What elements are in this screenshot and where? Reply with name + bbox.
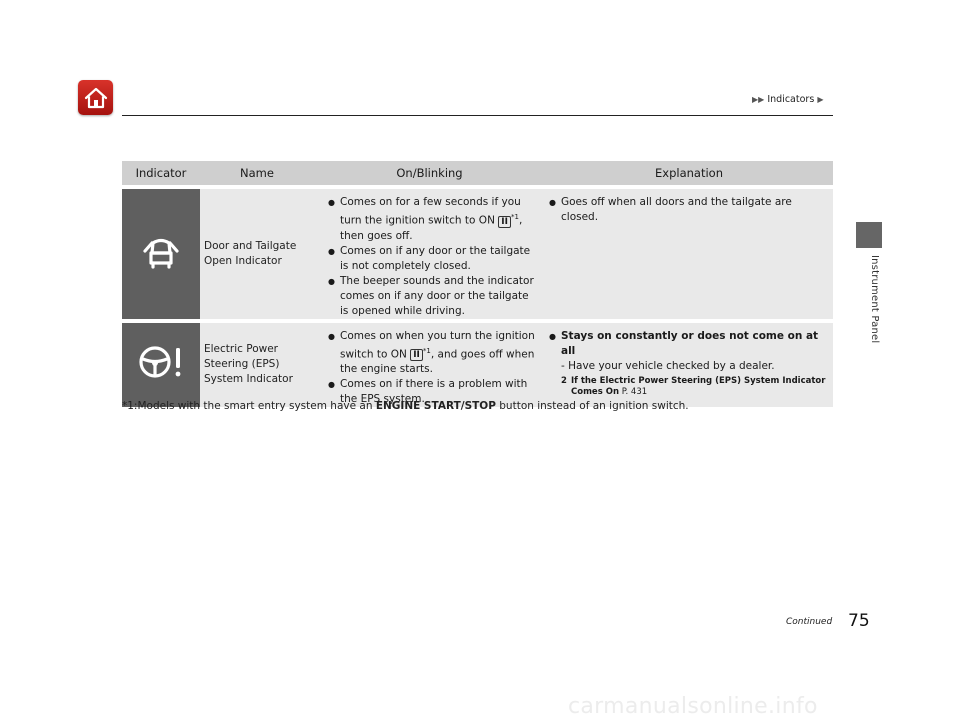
bullet-item: ● Comes on if there is a problem with the EPS system. (328, 377, 537, 407)
home-icon (83, 86, 109, 110)
explanation-subtext: - Have your vehicle checked by a dealer. (561, 359, 775, 372)
cross-reference-page: P. 431 (619, 386, 648, 397)
cross-reference-title: If the Electric Power Steering (EPS) System Indicator Comes On (571, 375, 826, 397)
breadcrumb-arrow-icon: ▶▶ (752, 95, 765, 104)
indicator-icon-cell (122, 189, 200, 319)
door-open-icon (139, 229, 183, 273)
table-row (122, 323, 833, 408)
bullet-item: ● Comes on if any door or the tailgate is not completely closed. (328, 244, 537, 274)
page-number: 75 (848, 611, 870, 631)
indicator-name-cell (200, 189, 314, 319)
eps-warning-icon (136, 340, 186, 384)
indicator-name: Door and Tailgate (204, 239, 297, 252)
header-rule (122, 115, 833, 116)
footnote: *1:Models with the smart entry system have an ENGINE START/STOP button instead of an ignition switch. (122, 400, 689, 412)
bullet-item: ● Stays on constantly or does not come on at all (549, 329, 825, 359)
reference-arrow-icon: 2 (561, 375, 567, 386)
table-row (122, 189, 833, 319)
bullet-item: ● Comes on for a few seconds if you turn the ignition switch to ON II $^{*1}$, then goes off. (328, 195, 537, 244)
breadcrumb-label[interactable]: Indicators (767, 94, 815, 105)
indicator-name: Electric Power (204, 343, 278, 356)
section-tab-marker (856, 222, 882, 248)
indicator-name: Steering (EPS) (204, 358, 280, 371)
bullet-item: ● The beeper sounds and the indicator comes on if any door or the tailgate is opened while driving. (328, 274, 537, 319)
breadcrumb (752, 94, 823, 105)
footnote-ref: *1 (422, 346, 431, 355)
indicator-name: System Indicator (204, 373, 293, 386)
indicator-name: Open Indicator (204, 254, 282, 267)
section-tab-label: Instrument Panel (869, 255, 880, 344)
ignition-position-key: II (498, 216, 511, 228)
indicator-name-cell (200, 323, 314, 408)
table-header-row (122, 161, 833, 185)
ignition-position-key: II (410, 349, 423, 361)
indicator-icon-cell (122, 323, 200, 408)
continued-label: Continued (786, 617, 833, 627)
header-indicator: Indicator (122, 161, 200, 185)
bullet-item: ● Comes on when you turn the ignition switch to ON II $^{*1}$, and goes off when the engine starts. (328, 329, 537, 378)
explanation-cell (545, 189, 833, 319)
on-blinking-cell (314, 323, 545, 408)
header-explanation: Explanation (545, 161, 833, 185)
footnote-ref: *1 (510, 213, 519, 221)
bullet-item: ● Goes off when all doors and the tailgate are closed. (549, 195, 825, 225)
header-on-blinking: On/Blinking (314, 161, 545, 185)
watermark: carmanualsonline.info (568, 694, 818, 719)
home-button[interactable] (78, 80, 113, 115)
explanation-cell (545, 323, 833, 408)
on-blinking-cell (314, 189, 545, 319)
header-name: Name (200, 161, 314, 185)
indicator-table (122, 157, 833, 411)
breadcrumb-arrow-icon: ▶ (817, 95, 824, 104)
cross-reference-link[interactable] (545, 376, 833, 398)
footnote-bold: ENGINE START/STOP (375, 400, 496, 412)
